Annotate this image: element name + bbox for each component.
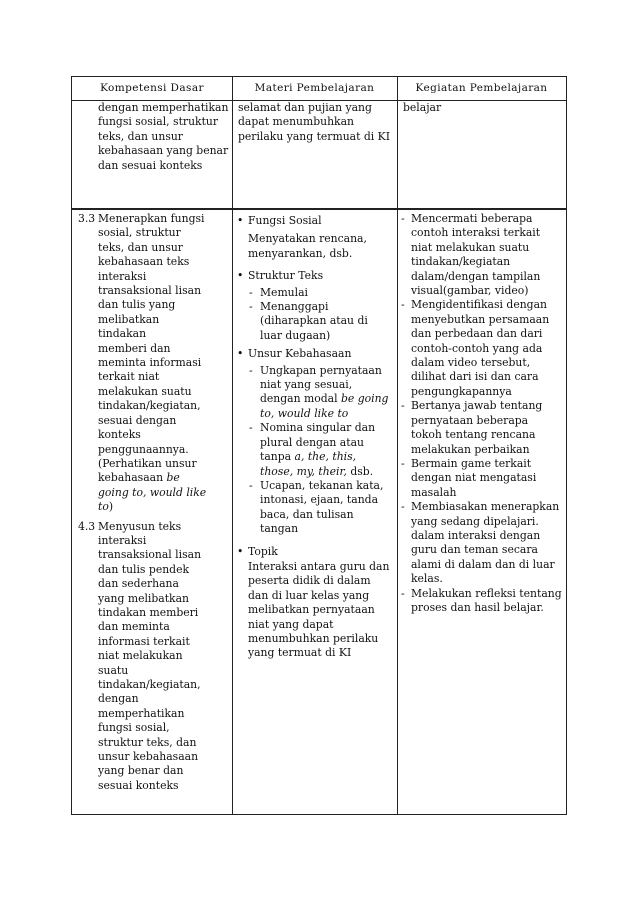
row2-kompetensi [72,212,230,793]
kd-line: sesuai konteks [98,778,179,792]
kd-line: Menyusun teks [98,519,182,533]
kegiatan-item [399,298,562,399]
kegiatan-text: Mencermati beberapa contoh interaksi terkait niat melakukan suatu tindakan/kegiatan dalam/dengan tampilan visual(gambar, video) [411,212,541,298]
column-divider [232,77,233,814]
row2-kegiatan [399,212,562,615]
kd-line [98,471,230,485]
dash-icon: - [249,421,253,435]
kd-line: yang benar dan [98,764,184,778]
kd-number: 3.3 [78,212,96,225]
unsur-kebahasaan-block [234,347,392,536]
bullet-icon: • [237,269,244,283]
kd-line: memberi dan [98,341,171,355]
unsur-item-text: Ucapan, tekanan kata, intonasi, ejaan, tanda baca, dan tulisan tangan [260,478,384,536]
kd-line: Menerapkan fungsi [98,212,205,225]
struktur-item-text: Menanggapi (diharapkan atau di luar dugaan) [260,300,368,342]
kd-line: informasi terkait [98,634,190,648]
unsur-item [248,364,392,422]
unsur-kebahasaan-title: Unsur Kebahasaan [248,347,352,361]
kd-line: fungsi sosial, [98,721,170,735]
kd-line: dan tulis pendek [98,562,190,576]
header-kegiatan-pembelajaran: Kegiatan Pembelajaran [415,82,548,94]
struktur-item [248,300,392,343]
kd-line: suatu [98,663,129,677]
row1-kegiatan-text: belajar [403,101,442,114]
kegiatan-item [399,457,562,500]
kd-line: konteks [98,428,141,442]
dash-icon: - [401,212,405,225]
topik-text: Interaksi antara guru dan peserta didik di dalam dan di luar kelas yang melibatkan pernyataan niat yang dapat menumbuhkan perilaku yang termuat di KI [248,559,390,660]
row2-materi [234,210,392,661]
kd-line: penggunaannya. [98,442,189,456]
fungsi-sosial-title: Fungsi Sosial [248,214,322,227]
kegiatan-text: Bermain game terkait dengan niat mengatasi masalah [411,456,537,499]
dash-icon: - [249,478,253,492]
struktur-item-text: Memulai [260,285,308,299]
unsur-item [248,479,392,537]
kd-line: transaksional lisan [98,284,202,298]
kd-4-3-text [72,520,230,794]
kd-italic: going to, would like [98,485,207,499]
kd-line [98,500,230,514]
kegiatan-text: Mengidentifikasi dengan menyebutkan persamaan dan perbedaan dan dari contoh-contoh yang ada dalam video tersebut, dilihat dari isi dan cara pengungkapannya [411,298,550,398]
row1-kompetensi [72,101,240,173]
header-kompetensi-dasar: Kompetensi Dasar [100,82,204,94]
kegiatan-item [399,500,562,586]
kd-line: dan sederhana [98,577,179,591]
dash-icon: - [249,300,253,314]
fungsi-sosial-text: Menyatakan rencana, menyarankan, dsb. [248,232,367,260]
unsur-italic: a, the, this, those, my, their, [260,450,357,478]
kegiatan-item [399,399,562,457]
kd-line: tindakan [98,327,147,341]
row1-materi [238,101,390,144]
dash-icon: - [249,363,253,377]
unsur-text: Nomina singular dan plural dengan atau tanpa [260,421,376,464]
kd-line: dan meminta [98,620,170,634]
kegiatan-item [399,587,562,616]
bullet-icon: • [237,544,244,558]
kd-3-3 [72,212,230,515]
unsur-item-text [260,421,392,479]
row1-kd-text: dengan memperhatikan fungsi sosial, struktur teks, dan unsur kebahasaan yang benar dan sesuai konteks [98,101,229,172]
dash-icon: - [401,456,405,470]
row1-materi-text: selamat dan pujian yang dapat menumbuhkan perilaku yang termuat di KI [238,101,390,143]
unsur-item [248,421,392,479]
dash-icon: - [249,285,253,299]
struktur-teks-block [234,269,392,343]
unsur-text: dsb. [346,464,374,478]
kd-line: tindakan/kegiatan, [98,399,201,413]
kd-4-3 [72,520,230,794]
kd-line: transaksional lisan [98,548,202,562]
kd-line: interaksi [98,269,147,283]
curriculum-table [71,76,567,815]
unsur-text: Ungkapan pernyataan niat yang sesuai, dengan modal [260,363,382,406]
kd-line: struktur teks, dan [98,735,197,749]
kd-line: unsur kebahasaan [98,750,199,764]
kegiatan-text: Melakukan refleksi tentang proses dan hasil belajar. [411,586,562,614]
struktur-item [248,286,392,300]
kd-3-3-text [72,212,230,515]
dash-icon: - [401,500,405,514]
kd-line: yang melibatkan [98,591,189,605]
header-materi-pembelajaran: Materi Pembelajaran [254,82,375,94]
kegiatan-item [399,212,562,298]
kd-text: ) [108,500,114,514]
kd-line: teks, dan unsur [98,240,183,254]
kd-text: kebahasaan [98,471,167,485]
kd-line: memperhatikan [98,706,185,720]
row1-kegiatan [403,101,561,115]
dash-icon: - [401,586,405,600]
fungsi-sosial-block [234,214,392,261]
column-divider [397,77,398,814]
kd-line [98,486,230,500]
kd-line: dengan [98,692,139,706]
kd-line: dan tulis yang [98,298,176,312]
kd-line: terkait niat [98,370,160,384]
struktur-teks-title: Struktur Teks [248,269,324,283]
kd-line: kebahasaan teks [98,255,190,269]
kd-line: tindakan memberi [98,605,199,619]
topik-block [234,545,392,661]
kd-line: interaksi [98,533,147,547]
bullet-icon: • [237,347,244,361]
kd-line: melibatkan [98,312,160,326]
dash-icon: - [401,298,405,312]
kd-line: meminta informasi [98,356,202,370]
unsur-item-text [260,364,392,422]
kegiatan-text: Membiasakan menerapkan yang sedang dipelajari. dalam interaksi dengan guru dan teman secara alami di dalam dan di luar kelas. [411,500,560,586]
topik-title: Topik [248,544,278,558]
bullet-icon: • [237,214,244,227]
kd-number: 4.3 [78,519,96,533]
kd-line: tindakan/kegiatan, [98,678,201,691]
dash-icon: - [401,399,405,413]
kd-italic: to [98,500,109,514]
kegiatan-text: Bertanya jawab tentang pernyataan beberapa tokoh tentang rencana melakukan perbaikan [411,399,543,456]
kd-line: (Perhatikan unsur [98,456,197,470]
kd-italic: be [166,471,180,485]
kd-line: niat melakukan [98,649,183,663]
kd-line: melakukan suatu [98,384,192,398]
kd-line: sosial, struktur [98,226,181,240]
kd-line: sesuai dengan [98,413,177,427]
unsur-italic: be going to, would like to [260,392,389,420]
